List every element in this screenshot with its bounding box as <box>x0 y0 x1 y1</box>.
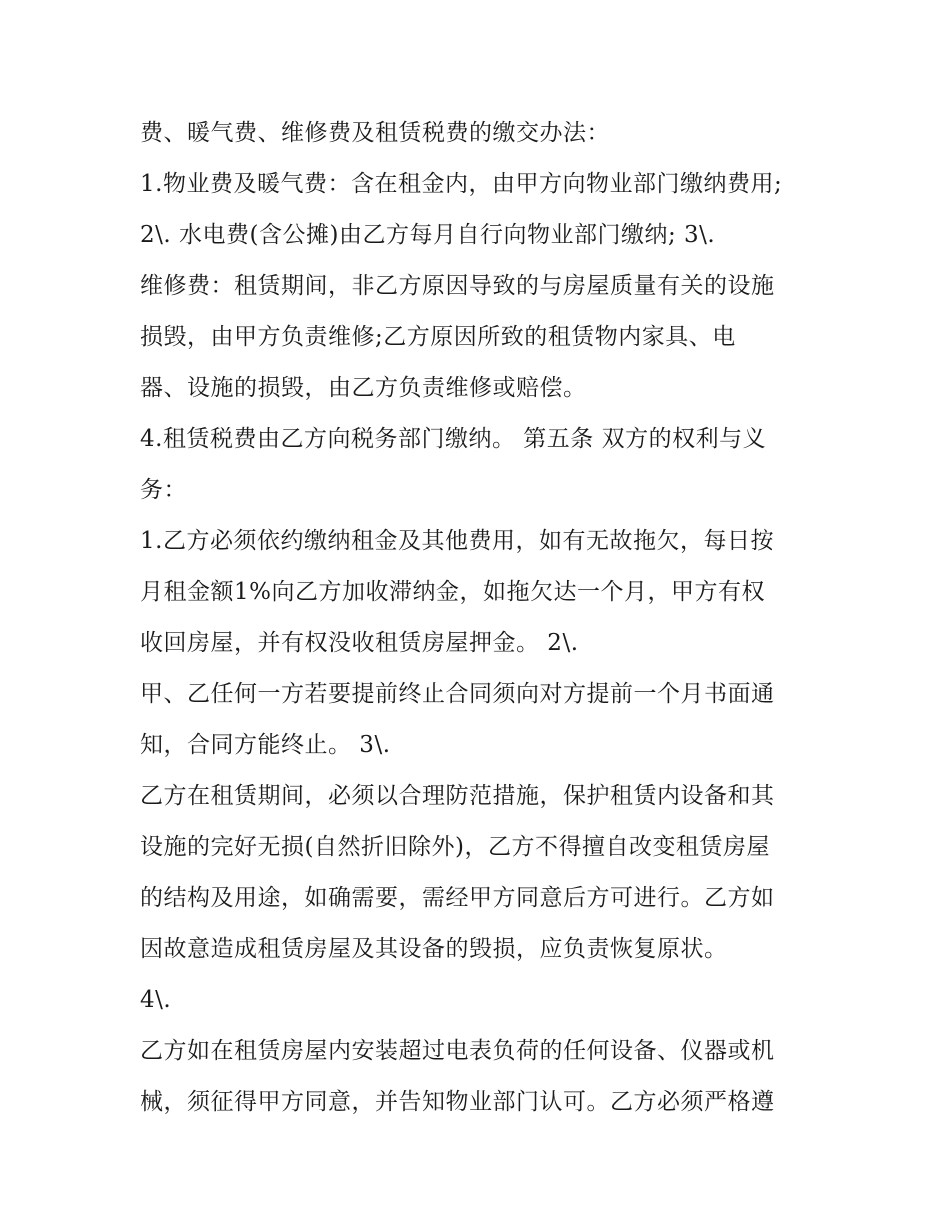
text-line: 1.物业费及暖气费：含在租金内，由甲方向物业部门缴纳费用; <box>140 171 783 197</box>
text-line: 因故意造成租赁房屋及其设备的毁损，应负责恢复原状。 <box>140 936 728 962</box>
text-line: 甲、乙任何一方若要提前终止合同须向对方提前一个月书面通 <box>140 681 775 707</box>
document-body <box>140 108 820 1128</box>
text-line: 损毁，由甲方负责维修;乙方原因所致的租赁物内家具、电 <box>140 324 736 350</box>
text-line: 乙方在租赁期间，必须以合理防范措施，保护租赁内设备和其 <box>140 783 775 809</box>
text-line: 月租金额1%向乙方加收滞纳金，如拖欠达一个月，甲方有权 <box>140 579 765 605</box>
text-line: 械，须征得甲方同意，并告知物业部门认可。乙方必须严格遵 <box>140 1089 775 1115</box>
text-line: 的结构及用途，如确需要，需经甲方同意后方可进行。乙方如 <box>140 885 775 911</box>
text-line: 设施的完好无损(自然折旧除外)，乙方不得擅自改变租赁房屋 <box>140 834 770 860</box>
text-line: 收回房屋，并有权没收租赁房屋押金。 2\. <box>140 630 579 656</box>
text-line: 维修费：租赁期间，非乙方原因导致的与房屋质量有关的设施 <box>140 273 775 299</box>
text-line: 知，合同方能终止。 3\. <box>140 732 391 758</box>
text-line: 务： <box>140 477 187 503</box>
text-line: 乙方如在租赁房屋内安装超过电表负荷的任何设备、仪器或机 <box>140 1038 775 1064</box>
text-line: 1.乙方必须依约缴纳租金及其他费用，如有无故拖欠，每日按 <box>140 528 774 554</box>
text-line: 费、暖气费、维修费及租赁税费的缴交办法： <box>140 120 610 146</box>
text-line: 2\. 水电费(含公摊)由乙方每月自行向物业部门缴纳; 3\. <box>140 222 716 248</box>
text-line: 器、设施的损毁，由乙方负责维修或赔偿。 <box>140 375 587 401</box>
text-line: 4\. <box>140 987 172 1013</box>
text-line: 4.租赁税费由乙方向税务部门缴纳。 第五条 双方的权利与义 <box>140 426 767 452</box>
